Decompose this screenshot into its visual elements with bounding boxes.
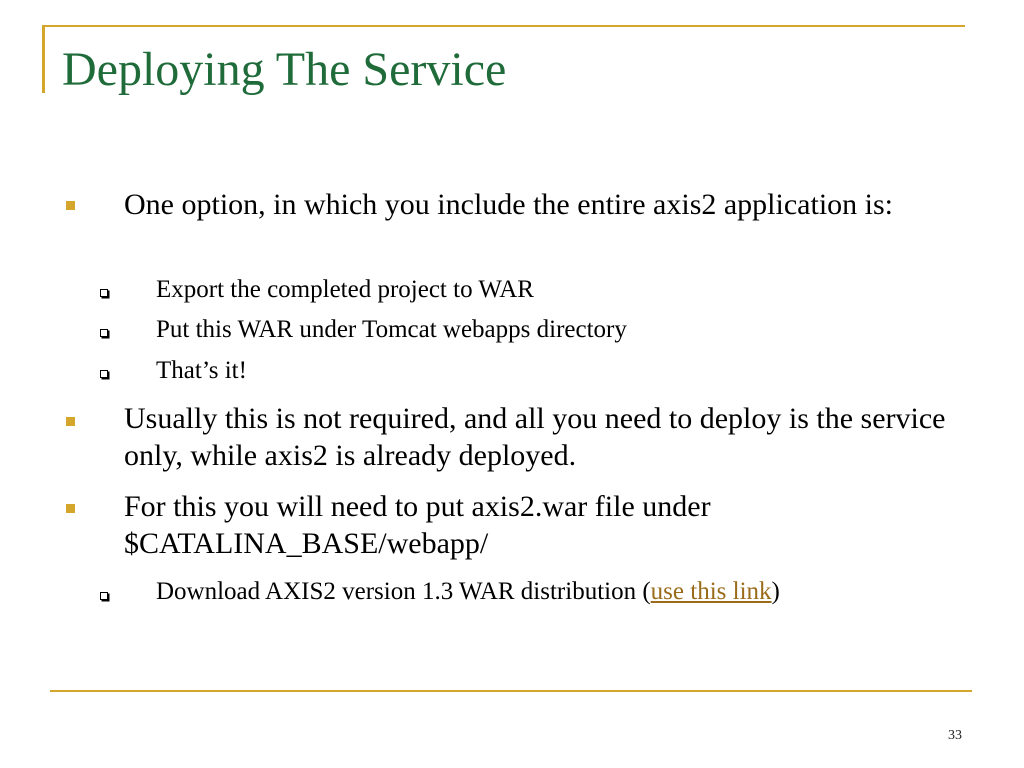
sub-bullet-3-text: That’s it! [156, 357, 247, 384]
sub-bullet-box-icon [100, 289, 108, 297]
bullet-square-icon [66, 504, 75, 513]
footer-divider [50, 690, 972, 692]
sub-bullet-box-icon [100, 592, 108, 600]
bullet-1-text: One option, in which you include the entire axis2 application is: [124, 188, 893, 221]
bullet-2-text: Usually this is not required, and all you need to deploy is the service only, while axis2 is already deployed. [124, 402, 946, 472]
bullet-square-icon [66, 417, 75, 426]
sub-bullet-2-text: Put this WAR under Tomcat webapps directory [156, 316, 627, 343]
sub-bullet-box-icon [100, 370, 108, 378]
sub-bullet-1-text: Export the completed project to WAR [156, 276, 534, 303]
sub-bullet-4-suffix: ) [771, 578, 780, 605]
sub-bullet-4-prefix: Download AXIS2 version 1.3 WAR distribution ( [156, 578, 651, 605]
frame-vertical-line [42, 25, 45, 93]
bullet-square-icon [66, 201, 75, 210]
bullet-3-text: For this you will need to put axis2.war file under $CATALINA_BASE/webapp/ [124, 490, 711, 560]
slide-title: Deploying The Service [62, 43, 507, 96]
use-this-link[interactable]: use this link [650, 578, 772, 605]
page-number: 33 [948, 728, 962, 743]
sub-bullet-box-icon [100, 329, 108, 337]
frame-top-line [42, 25, 965, 27]
sub-bullet-4 [156, 575, 936, 608]
